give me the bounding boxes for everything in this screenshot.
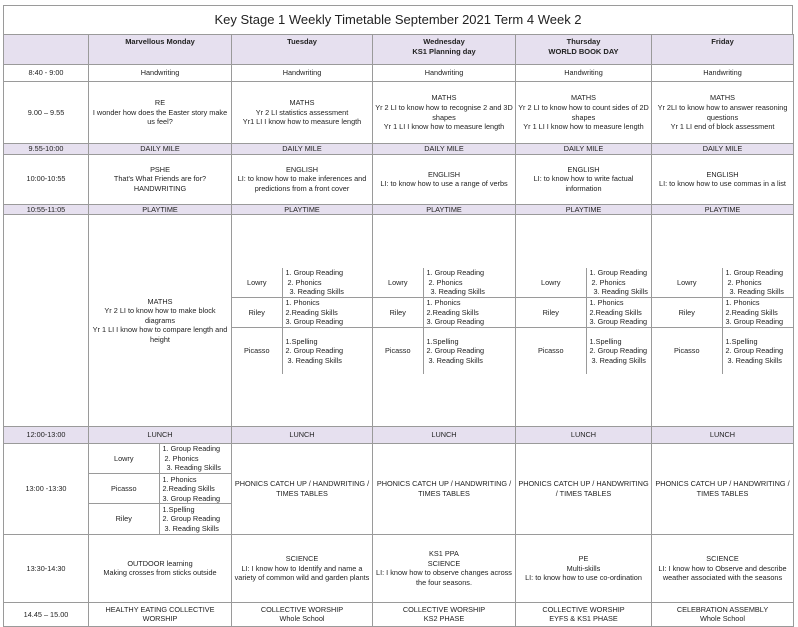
groups-table bbox=[652, 268, 793, 374]
groups-table bbox=[373, 268, 515, 374]
group-name: Lowry bbox=[232, 268, 282, 298]
break-cell: PLAYTIME bbox=[373, 204, 516, 215]
group-name: Lowry bbox=[373, 268, 423, 298]
break-cell: DAILY MILE bbox=[373, 144, 516, 155]
group-activities: 1. Phonics 2.Reading Skills 3. Group Reading bbox=[159, 474, 231, 504]
morning-lesson-row bbox=[4, 82, 794, 144]
groups-table bbox=[232, 268, 372, 374]
corner-cell bbox=[4, 35, 89, 65]
lesson-cell: SCIENCE LI: I know how to Identify and name a variety of common wild and garden plants bbox=[232, 534, 373, 602]
day-header-row bbox=[4, 35, 794, 65]
break-cell: LUNCH bbox=[89, 426, 232, 443]
group-name: Picasso bbox=[652, 328, 722, 374]
break-cell: LUNCH bbox=[232, 426, 373, 443]
lesson-cell: Handwriting bbox=[232, 65, 373, 82]
day-header: Wednesday KS1 Planning day bbox=[373, 35, 516, 65]
time-label: 10:55-11:05 bbox=[4, 204, 89, 215]
day-header: Marvellous Monday bbox=[89, 35, 232, 65]
lunch-row bbox=[4, 426, 794, 443]
group-activities: 1. Phonics 2.Reading Skills 3. Group Reading bbox=[423, 298, 515, 328]
lesson-cell: Handwriting bbox=[652, 65, 794, 82]
reading-groups-cell bbox=[652, 215, 794, 427]
lesson-cell: RE I wonder how does the Easter story make us feel? bbox=[89, 82, 232, 144]
group-activities: 1.Spelling 2. Group Reading 3. Reading Skills bbox=[282, 328, 372, 374]
groups-table bbox=[516, 268, 651, 374]
lesson-cell: ENGLISH LI: to know how to use a range of verbs bbox=[373, 154, 516, 204]
lesson-cell: MATHS Yr 2 LI to know how to count sides of 2D shapes Yr 1 LI I know how to measure length bbox=[516, 82, 652, 144]
break-cell: LUNCH bbox=[373, 426, 516, 443]
break-cell: DAILY MILE bbox=[89, 144, 232, 155]
group-name: Lowry bbox=[516, 268, 586, 298]
reading-groups-cell bbox=[373, 215, 516, 427]
group-activities: 1. Phonics 2.Reading Skills 3. Group Reading bbox=[586, 298, 651, 328]
lesson-cell: COLLECTIVE WORSHIP EYFS & KS1 PHASE bbox=[516, 602, 652, 626]
lesson-cell: PHONICS CATCH UP / HANDWRITING / TIMES TABLES bbox=[652, 443, 794, 534]
time-label: 12:00-13:00 bbox=[4, 426, 89, 443]
group-name: Riley bbox=[232, 298, 282, 328]
time-label bbox=[4, 215, 89, 427]
group-name: Picasso bbox=[232, 328, 282, 374]
break-cell: PLAYTIME bbox=[232, 204, 373, 215]
group-name: Picasso bbox=[89, 474, 159, 504]
lesson-cell: PHONICS CATCH UP / HANDWRITING / TIMES TABLES bbox=[373, 443, 516, 534]
group-activities: 1.Spelling 2. Group Reading 3. Reading Skills bbox=[586, 328, 651, 374]
break-cell: DAILY MILE bbox=[232, 144, 373, 155]
time-label: 13:30-14:30 bbox=[4, 534, 89, 602]
group-name: Lowry bbox=[652, 268, 722, 298]
group-activities: 1.Spelling 2. Group Reading 3. Reading Skills bbox=[423, 328, 515, 374]
group-activities: 1. Group Reading 2. Phonics 3. Reading Skills bbox=[426, 268, 485, 297]
break-cell: PLAYTIME bbox=[89, 204, 232, 215]
time-label: 13:00 -13:30 bbox=[4, 443, 89, 534]
group-activities: 1. Group Reading 2. Phonics 3. Reading Skills bbox=[725, 268, 784, 297]
lesson-cell: COLLECTIVE WORSHIP KS2 PHASE bbox=[373, 602, 516, 626]
group-name: Riley bbox=[89, 504, 159, 534]
lesson-cell: KS1 PPA SCIENCE LI: I know how to observe changes across the four seasons. bbox=[373, 534, 516, 602]
group-name: Lowry bbox=[89, 444, 159, 474]
group-activities: 1. Group Reading 2. Phonics 3. Reading Skills bbox=[285, 268, 344, 297]
lesson-cell: ENGLISH LI: to know how to use commas in a list bbox=[652, 154, 794, 204]
lesson-cell: Handwriting bbox=[516, 65, 652, 82]
handwriting-row bbox=[4, 65, 794, 82]
group-name: Riley bbox=[516, 298, 586, 328]
reading-groups-cell bbox=[516, 215, 652, 427]
break-cell: DAILY MILE bbox=[516, 144, 652, 155]
group-name: Riley bbox=[652, 298, 722, 328]
day-header: Tuesday bbox=[232, 35, 373, 65]
lesson-cell: HEALTHY EATING COLLECTIVE WORSHIP bbox=[89, 602, 232, 626]
reading-groups-cell bbox=[232, 215, 373, 427]
reading-groups-row bbox=[4, 215, 794, 427]
lesson-cell: COLLECTIVE WORSHIP Whole School bbox=[232, 602, 373, 626]
time-label: 8:40 - 9:00 bbox=[4, 65, 89, 82]
lesson-cell: SCIENCE LI: I know how to Observe and describe weather associated with the seasons bbox=[652, 534, 794, 602]
time-label: 9.00 – 9.55 bbox=[4, 82, 89, 144]
groups-table bbox=[89, 444, 231, 534]
lesson-cell: ENGLISH LI: to know how to write factual information bbox=[516, 154, 652, 204]
group-activities: 1.Spelling 2. Group Reading 3. Reading Skills bbox=[159, 504, 231, 534]
group-activities: 1. Group Reading 2. Phonics 3. Reading Skills bbox=[589, 268, 648, 297]
playtime-row bbox=[4, 204, 794, 215]
phonics-row bbox=[4, 443, 794, 534]
daily-mile-row bbox=[4, 144, 794, 155]
reading-groups-cell bbox=[89, 443, 232, 534]
page-title: Key Stage 1 Weekly Timetable September 2021 Term 4 Week 2 bbox=[3, 5, 793, 34]
break-cell: PLAYTIME bbox=[652, 204, 794, 215]
group-name: Riley bbox=[373, 298, 423, 328]
break-cell: DAILY MILE bbox=[652, 144, 794, 155]
day-header: Thursday WORLD BOOK DAY bbox=[516, 35, 652, 65]
lesson-cell: OUTDOOR learning Making crosses from sticks outside bbox=[89, 534, 232, 602]
time-label: 9.55-10:00 bbox=[4, 144, 89, 155]
worship-row bbox=[4, 602, 794, 626]
lesson-cell: PSHE That's What Friends are for? HANDWRITING bbox=[89, 154, 232, 204]
lesson-cell: ENGLISH LI: to know how to make inferences and predictions from a front cover bbox=[232, 154, 373, 204]
time-label: 14.45 – 15.00 bbox=[4, 602, 89, 626]
timetable-grid bbox=[3, 34, 794, 627]
timetable bbox=[3, 5, 793, 627]
afternoon-lesson-row bbox=[4, 534, 794, 602]
lesson-cell: PHONICS CATCH UP / HANDWRITING / TIMES TABLES bbox=[516, 443, 652, 534]
lesson-cell: PE Multi-skills LI: to know how to use co-ordination bbox=[516, 534, 652, 602]
group-activities: 1. Phonics 2.Reading Skills 3. Group Reading bbox=[282, 298, 372, 328]
lesson-cell: MATHS Yr 2 LI to know how to make block diagrams Yr 1 LI I know how to compare length and height bbox=[89, 215, 232, 427]
lesson-cell: MATHS Yr 2 LI to know how to recognise 2 and 3D shapes Yr 1 LI I know how to measure length bbox=[373, 82, 516, 144]
break-cell: LUNCH bbox=[516, 426, 652, 443]
group-name: Picasso bbox=[373, 328, 423, 374]
lesson-cell: MATHS Yr 2 LI statistics assessment Yr1 LI I know how to measure length bbox=[232, 82, 373, 144]
lesson-cell: PHONICS CATCH UP / HANDWRITING / TIMES TABLES bbox=[232, 443, 373, 534]
group-name: Picasso bbox=[516, 328, 586, 374]
group-activities: 1. Group Reading 2. Phonics 3. Reading Skills bbox=[162, 444, 221, 473]
day-header: Friday bbox=[652, 35, 794, 65]
english-row bbox=[4, 154, 794, 204]
lesson-cell: Handwriting bbox=[373, 65, 516, 82]
lesson-cell: CELEBRATION ASSEMBLY Whole School bbox=[652, 602, 794, 626]
group-activities: 1. Phonics 2.Reading Skills 3. Group Reading bbox=[722, 298, 793, 328]
lesson-cell: MATHS Yr 2LI to know how to answer reasoning questions Yr 1 LI end of block assessment bbox=[652, 82, 794, 144]
time-label: 10:00-10:55 bbox=[4, 154, 89, 204]
break-cell: LUNCH bbox=[652, 426, 794, 443]
lesson-cell: Handwriting bbox=[89, 65, 232, 82]
break-cell: PLAYTIME bbox=[516, 204, 652, 215]
group-activities: 1.Spelling 2. Group Reading 3. Reading Skills bbox=[722, 328, 793, 374]
